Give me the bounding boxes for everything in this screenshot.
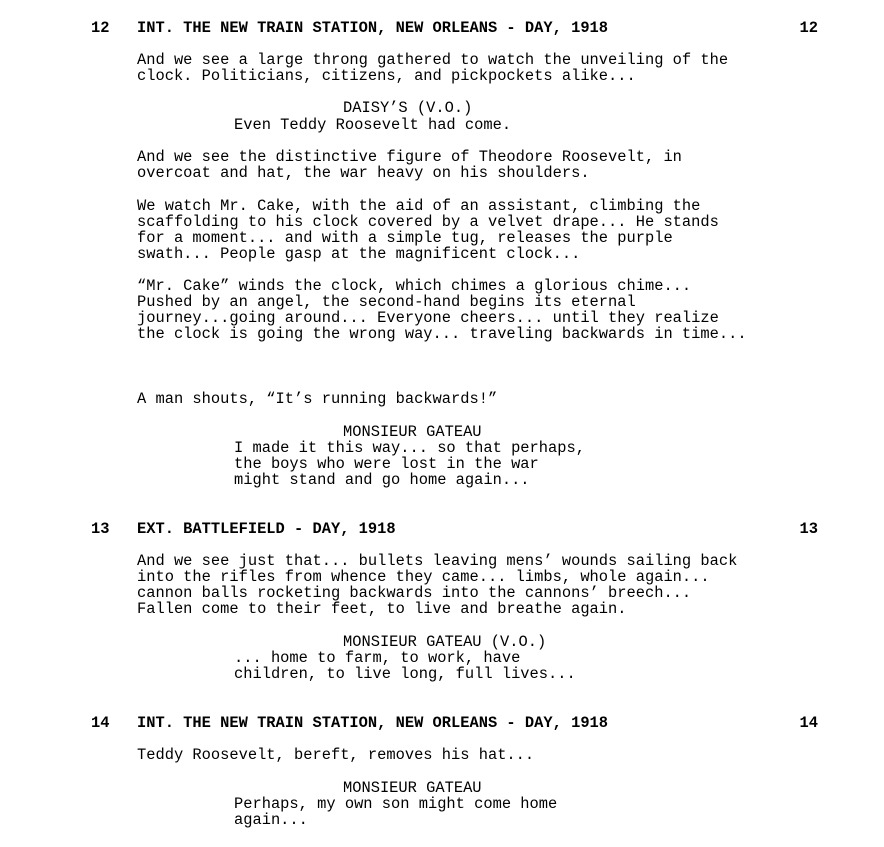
action-line: the clock is going the wrong way... traveling backwards in time...	[137, 325, 747, 343]
action-line: journey...going around... Everyone cheers... until they realize	[137, 309, 719, 327]
dialogue-line: Even Teddy Roosevelt had come.	[234, 116, 512, 134]
action-line: Teddy Roosevelt, bereft, removes his hat...	[137, 746, 535, 764]
action-line: for a moment... and with a simple tug, releases the purple	[137, 229, 673, 247]
character-name: MONSIEUR GATEAU (V.O.)	[343, 633, 547, 651]
action-line: “Mr. Cake” winds the clock, which chimes a glorious chime...	[137, 277, 692, 295]
action-line: A man shouts, “It’s running backwards!”	[137, 390, 498, 408]
dialogue-line: the boys who were lost in the war	[234, 455, 539, 473]
action-line: cannon balls rocketing backwards into the cannons’ breech...	[137, 584, 692, 602]
scene-heading: EXT. BATTLEFIELD - DAY, 1918	[137, 520, 396, 538]
dialogue-line: Perhaps, my own son might come home	[234, 795, 558, 813]
scene-number-left: 14	[91, 714, 110, 732]
action-line: And we see the distinctive figure of Theodore Roosevelt, in	[137, 148, 682, 166]
action-line: Pushed by an angel, the second-hand begins its eternal	[137, 293, 636, 311]
dialogue-line: might stand and go home again...	[234, 471, 530, 489]
character-name: MONSIEUR GATEAU	[343, 423, 482, 441]
action-line: We watch Mr. Cake, with the aid of an assistant, climbing the	[137, 197, 701, 215]
action-line: overcoat and hat, the war heavy on his shoulders.	[137, 164, 590, 182]
action-line: clock. Politicians, citizens, and pickpockets alike...	[137, 67, 636, 85]
action-line: And we see a large throng gathered to watch the unveiling of the	[137, 51, 729, 69]
action-line: scaffolding to his clock covered by a velvet drape... He stands	[137, 213, 719, 231]
dialogue-line: I made it this way... so that perhaps,	[234, 439, 585, 457]
scene-number-left: 12	[91, 19, 110, 37]
scene-number-right: 14	[799, 714, 818, 732]
scene-number-right: 13	[799, 520, 818, 538]
action-line: And we see just that... bullets leaving mens’ wounds sailing back	[137, 552, 738, 570]
action-line: Fallen come to their feet, to live and breathe again.	[137, 600, 627, 618]
scene-number-right: 12	[799, 19, 818, 37]
dialogue-line: children, to live long, full lives...	[234, 665, 576, 683]
scene-number-left: 13	[91, 520, 110, 538]
dialogue-line: again...	[234, 811, 308, 829]
character-name: MONSIEUR GATEAU	[343, 779, 482, 797]
scene-heading: INT. THE NEW TRAIN STATION, NEW ORLEANS - DAY, 1918	[137, 714, 609, 732]
action-line: into the rifles from whence they came... limbs, whole again...	[137, 568, 710, 586]
scene-heading: INT. THE NEW TRAIN STATION, NEW ORLEANS - DAY, 1918	[137, 19, 609, 37]
dialogue-line: ... home to farm, to work, have	[234, 649, 521, 667]
action-line: swath... People gasp at the magnificent clock...	[137, 245, 581, 263]
character-name: DAISY’S (V.O.)	[343, 99, 473, 117]
